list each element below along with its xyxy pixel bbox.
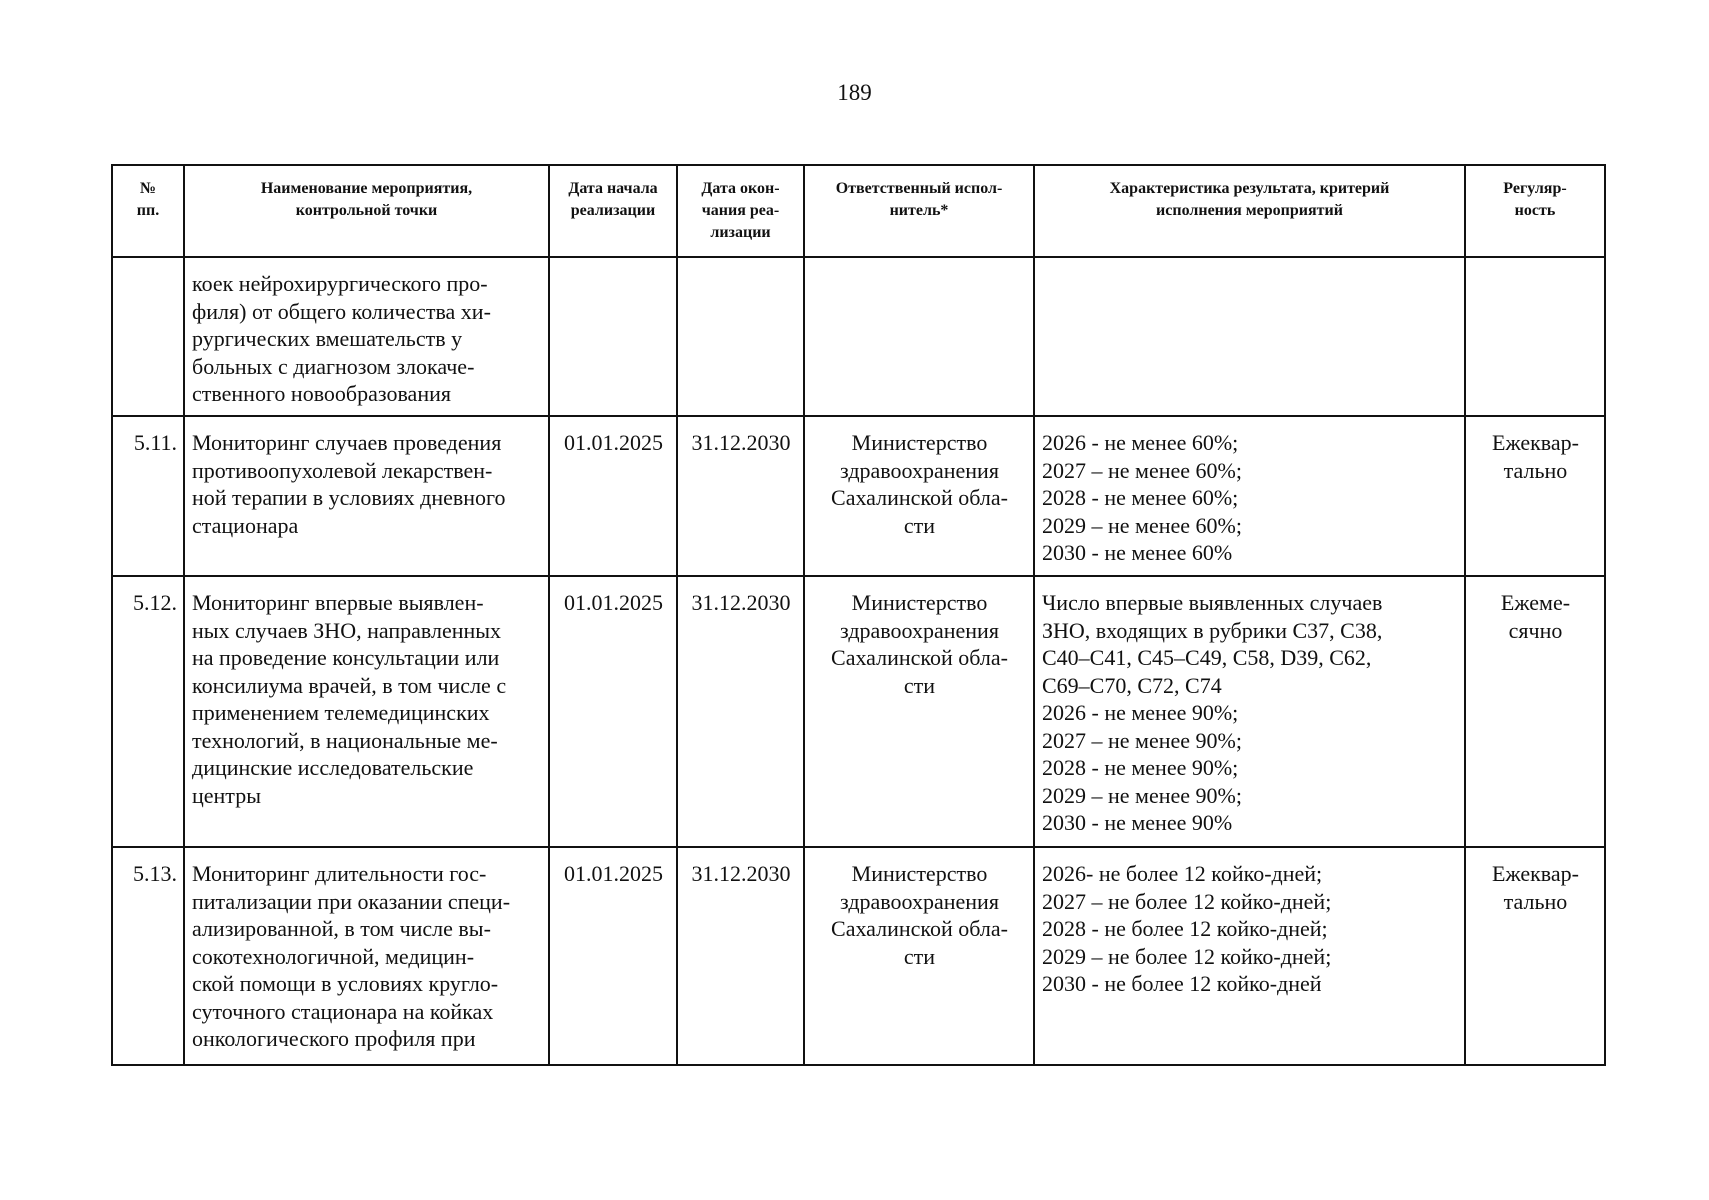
cell-line: исполнения мероприятий — [1156, 202, 1343, 219]
row-regularity — [1465, 257, 1605, 416]
cell-line: 2027 – не более 12 койко-дней; — [1042, 888, 1332, 914]
cell-line: Регуляр- — [1503, 180, 1567, 197]
cell-line: больных с диагнозом злокаче- — [192, 353, 475, 379]
cell-line: 2030 - не более 12 койко-дней — [1042, 971, 1322, 996]
table-row — [112, 257, 1605, 416]
cell-line: чания реа- — [701, 202, 780, 219]
cell-line: 2028 - не менее 60%; — [1042, 485, 1239, 510]
cell-line: применением телемедицинских — [192, 700, 490, 725]
row-name — [184, 576, 549, 847]
cell-line: Ежеме- — [1500, 590, 1571, 615]
cell-line: 2028 - не более 12 койко-дней; — [1042, 916, 1328, 941]
cell-line: ных случаев ЗНО, направленных — [192, 617, 502, 643]
row-end-date — [677, 257, 804, 416]
cell-line: 2027 – не менее 60%; — [1042, 457, 1242, 483]
row-executor — [804, 257, 1034, 416]
cell-line: Сахалинской обла- — [831, 485, 1008, 510]
header-result — [1034, 165, 1465, 257]
cell-line: центры — [192, 782, 261, 808]
cell-line: тально — [1503, 888, 1568, 914]
row-num — [112, 257, 184, 416]
row-result — [1034, 416, 1465, 576]
row-start-date: 01.01.2025 — [549, 847, 677, 1065]
cell-line: тально — [1503, 457, 1568, 483]
cell-line: Ежеквар- — [1492, 861, 1579, 886]
cell-line: дицинские исследовательские — [192, 755, 474, 780]
row-name — [184, 416, 549, 576]
cell-line: сокотехнологичной, медицин- — [192, 943, 475, 969]
cell-line: Характеристика результата, критерий — [1109, 180, 1390, 197]
cell-line: противоопухолевой лекарствен- — [192, 457, 493, 483]
activities-table — [111, 164, 1606, 1066]
cell-line: Наименование мероприятия, — [260, 180, 473, 197]
row-num: 5.11. — [112, 416, 184, 576]
row-result — [1034, 847, 1465, 1065]
table-row — [112, 576, 1605, 847]
cell-line: суточного стационара на койках — [192, 998, 494, 1024]
row-end-date: 31.12.2030 — [677, 416, 804, 576]
row-name — [184, 257, 549, 416]
cell-line: лизации — [710, 224, 771, 241]
row-end-date: 31.12.2030 — [677, 847, 804, 1065]
cell-line: Дата окон- — [701, 180, 780, 197]
cell-line: ской помощи в условиях кругло- — [192, 971, 499, 996]
row-regularity — [1465, 576, 1605, 847]
cell-line: С40–С41, С45–С49, С58, D39, С62, — [1042, 645, 1372, 670]
cell-line: реализации — [570, 202, 656, 219]
cell-line: № — [139, 180, 157, 197]
cell-line: Мониторинг случаев проведения — [192, 430, 502, 455]
cell-line: ной терапии в условиях дневного — [192, 485, 506, 510]
cell-line: контрольной точки — [295, 202, 438, 219]
row-start-date: 01.01.2025 — [549, 576, 677, 847]
cell-line: ственного новообразования — [192, 381, 451, 406]
cell-line: 2026 - не менее 90%; — [1042, 700, 1239, 725]
cell-line: здравоохранения — [840, 617, 999, 643]
cell-line: здравоохранения — [840, 457, 999, 483]
cell-line: ность — [1514, 202, 1556, 219]
cell-line: Министерство — [851, 861, 988, 886]
cell-line: стационара — [192, 512, 299, 538]
row-result — [1034, 257, 1465, 416]
cell-line: здравоохранения — [840, 888, 999, 914]
row-regularity — [1465, 847, 1605, 1065]
row-num: 5.13. — [112, 847, 184, 1065]
row-executor — [804, 576, 1034, 847]
cell-line: 2030 - не менее 60% — [1042, 540, 1233, 565]
table-row — [112, 416, 1605, 576]
row-end-date: 31.12.2030 — [677, 576, 804, 847]
cell-line: 2029 – не менее 90%; — [1042, 782, 1242, 808]
cell-line: 2028 - не менее 90%; — [1042, 755, 1239, 780]
cell-line: Ежеквар- — [1492, 430, 1579, 455]
cell-line: технологий, в национальные ме- — [192, 727, 498, 753]
row-name — [184, 847, 549, 1065]
cell-line: сти — [903, 672, 936, 698]
header-end-date — [677, 165, 804, 257]
header-executor — [804, 165, 1034, 257]
cell-line: 2030 - не менее 90% — [1042, 810, 1233, 835]
cell-line: 2029 – не более 12 койко-дней; — [1042, 943, 1332, 969]
table-row — [112, 847, 1605, 1065]
cell-line: филя) от общего количества хи- — [192, 298, 491, 324]
cell-line: Мониторинг впервые выявлен- — [192, 590, 484, 615]
header-name — [184, 165, 549, 257]
row-regularity — [1465, 416, 1605, 576]
cell-line: ЗНО, входящих в рубрики С37, С38, — [1042, 617, 1383, 643]
cell-line: Министерство — [851, 430, 988, 455]
cell-line: ализированной, в том числе вы- — [192, 916, 491, 941]
header-start-date — [549, 165, 677, 257]
cell-line: на проведение консультации или — [192, 645, 500, 670]
cell-line: 2029 – не менее 60%; — [1042, 512, 1242, 538]
cell-line: Министерство — [851, 590, 988, 615]
cell-line: консилиума врачей, в том числе с — [192, 672, 507, 698]
cell-line: Сахалинской обла- — [831, 916, 1008, 941]
cell-line: питализации при оказании специ- — [192, 888, 511, 914]
row-executor — [804, 847, 1034, 1065]
cell-line: С69–С70, С72, С74 — [1042, 672, 1222, 698]
cell-line: пп. — [136, 202, 160, 219]
cell-line: сти — [903, 943, 936, 969]
table-header-row — [112, 165, 1605, 257]
cell-line: онкологического профиля при — [192, 1026, 476, 1051]
cell-line: Сахалинской обла- — [831, 645, 1008, 670]
header-regularity — [1465, 165, 1605, 257]
cell-line: Ответственный испол- — [835, 180, 1003, 197]
cell-line: рургических вмешательств у — [192, 326, 463, 351]
page-number: 189 — [837, 80, 872, 105]
cell-line: Дата начала — [568, 180, 658, 197]
cell-line: Число впервые выявленных случаев — [1042, 590, 1383, 615]
cell-line: Мониторинг длительности гос- — [192, 861, 487, 886]
cell-line: сти — [903, 512, 936, 538]
row-num: 5.12. — [112, 576, 184, 847]
row-start-date: 01.01.2025 — [549, 416, 677, 576]
cell-line: нитель* — [889, 202, 949, 219]
row-executor — [804, 416, 1034, 576]
header-num — [112, 165, 184, 257]
cell-line: 2026 - не менее 60%; — [1042, 430, 1239, 455]
row-result — [1034, 576, 1465, 847]
cell-line: сячно — [1508, 617, 1563, 643]
cell-line: коек нейрохирургического про- — [192, 271, 488, 296]
cell-line: 2027 – не менее 90%; — [1042, 727, 1242, 753]
row-start-date — [549, 257, 677, 416]
cell-line: 2026- не более 12 койко-дней; — [1042, 861, 1323, 886]
